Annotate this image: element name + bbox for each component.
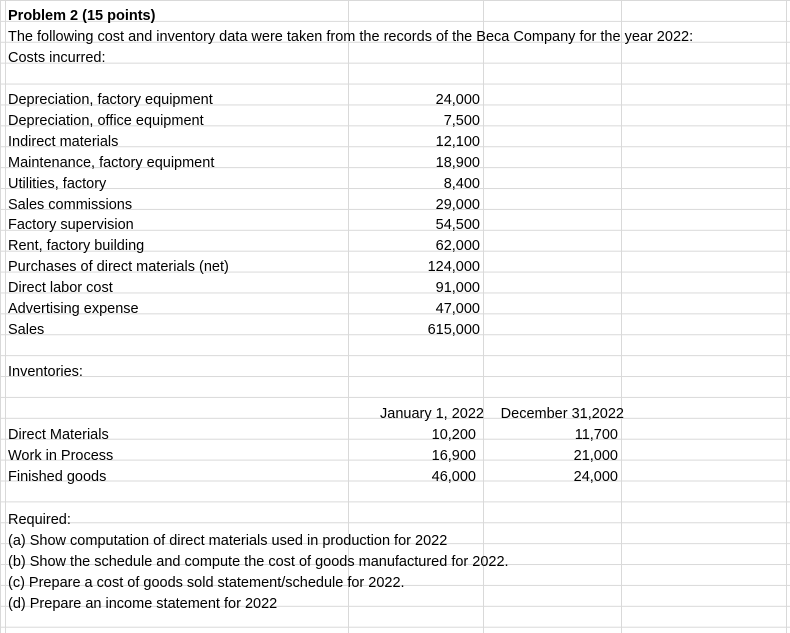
cost-label[interactable]: Sales	[8, 322, 45, 338]
column-gridline	[5, 0, 6, 633]
inventory-label[interactable]: Direct Materials	[8, 427, 109, 443]
inventory-jan-value[interactable]: 16,900	[431, 448, 476, 464]
column-gridline	[483, 0, 484, 633]
inventory-col-jan[interactable]: January 1, 2022	[380, 406, 484, 422]
inventory-dec-value[interactable]: 21,000	[573, 448, 618, 464]
cost-value[interactable]: 7,500	[443, 113, 480, 129]
cost-value[interactable]: 29,000	[435, 197, 480, 213]
required-item[interactable]: (a) Show computation of direct materials used in production for 2022	[8, 533, 448, 549]
cost-value[interactable]: 12,100	[435, 134, 480, 150]
cost-value[interactable]: 8,400	[443, 176, 480, 192]
cost-value[interactable]: 54,500	[435, 217, 480, 233]
cost-label[interactable]: Indirect materials	[8, 134, 119, 150]
cost-value[interactable]: 91,000	[435, 280, 480, 296]
required-item[interactable]: (d) Prepare an income statement for 2022	[8, 596, 278, 612]
inventory-dec-value[interactable]: 24,000	[573, 469, 618, 485]
cost-value[interactable]: 18,900	[435, 155, 480, 171]
problem-title[interactable]: Problem 2 (15 points)	[8, 8, 156, 24]
required-item[interactable]: (c) Prepare a cost of goods sold statement/schedule for 2022.	[8, 575, 405, 591]
inventory-label[interactable]: Work in Process	[8, 448, 114, 464]
required-item[interactable]: (b) Show the schedule and compute the cost of goods manufactured for 2022.	[8, 554, 509, 570]
cost-label[interactable]: Depreciation, factory equipment	[8, 92, 213, 108]
cost-label[interactable]: Rent, factory building	[8, 238, 145, 254]
cost-value[interactable]: 124,000	[427, 259, 480, 275]
required-heading[interactable]: Required:	[8, 512, 71, 528]
column-gridline	[786, 0, 787, 633]
cost-label[interactable]: Sales commissions	[8, 197, 133, 213]
cost-label[interactable]: Purchases of direct materials (net)	[8, 259, 229, 275]
cost-label[interactable]: Utilities, factory	[8, 176, 107, 192]
cost-label[interactable]: Depreciation, office equipment	[8, 113, 204, 129]
cost-value[interactable]: 62,000	[435, 238, 480, 254]
cost-label[interactable]: Direct labor cost	[8, 280, 113, 296]
cost-value[interactable]: 24,000	[435, 92, 480, 108]
cost-label[interactable]: Factory supervision	[8, 217, 134, 233]
cost-label[interactable]: Maintenance, factory equipment	[8, 155, 215, 171]
column-gridline	[621, 0, 622, 633]
inventory-col-dec[interactable]: December 31,2022	[500, 406, 624, 422]
inventory-dec-value[interactable]: 11,700	[574, 427, 618, 443]
cost-value[interactable]: 615,000	[427, 322, 480, 338]
inventory-jan-value[interactable]: 46,000	[431, 469, 476, 485]
inventory-jan-value[interactable]: 10,200	[431, 427, 476, 443]
cost-value[interactable]: 47,000	[435, 301, 480, 317]
cost-label[interactable]: Advertising expense	[8, 301, 139, 317]
inventory-label[interactable]: Finished goods	[8, 469, 107, 485]
inventories-heading[interactable]: Inventories:	[8, 364, 83, 380]
intro-text[interactable]: The following cost and inventory data were taken from the records of the Beca Company for the year 2022:	[8, 29, 694, 45]
costs-heading[interactable]: Costs incurred:	[8, 50, 106, 66]
